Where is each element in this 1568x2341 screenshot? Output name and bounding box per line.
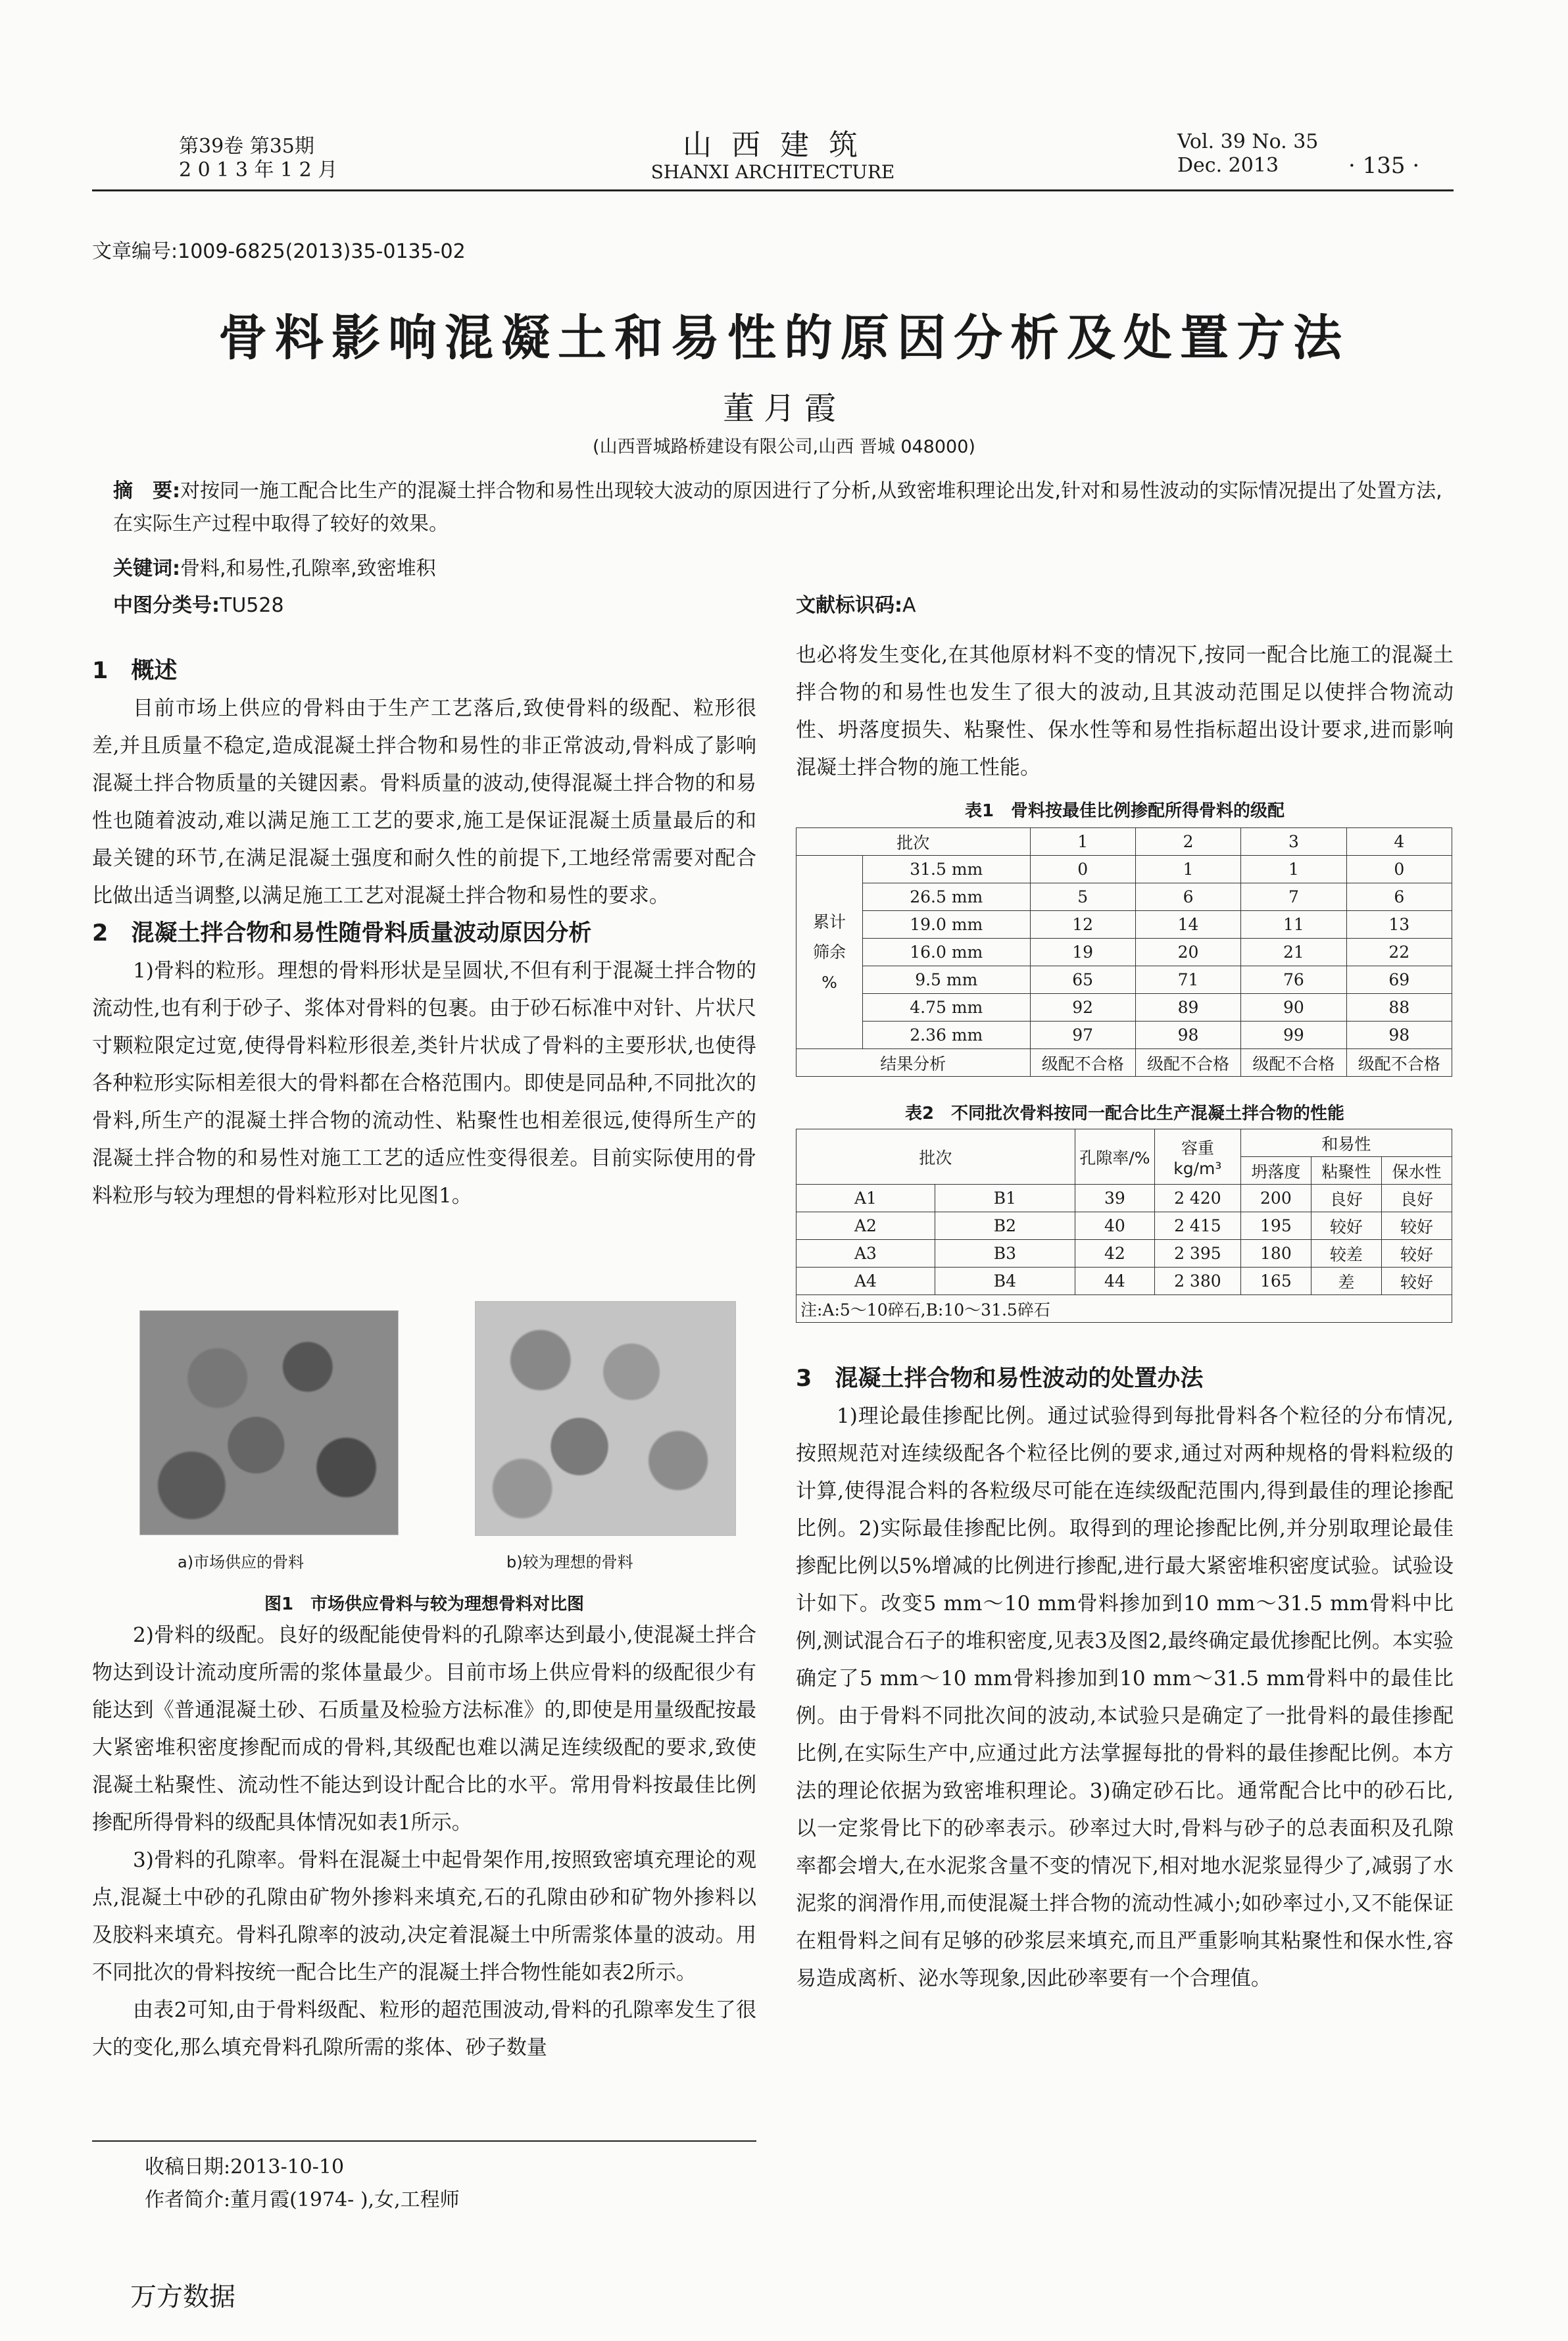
table-cell: 2 415 bbox=[1154, 1212, 1240, 1240]
side-label-line: 累计 bbox=[812, 912, 846, 931]
table-row bbox=[796, 994, 1452, 1022]
keywords bbox=[113, 553, 436, 585]
table-cell: 9.5 mm bbox=[863, 966, 1031, 994]
table-cell: B2 bbox=[935, 1212, 1075, 1240]
table-cell: 65 bbox=[1030, 966, 1135, 994]
table-cell: 6 bbox=[1346, 883, 1452, 911]
table-cell: 良好 bbox=[1311, 1185, 1381, 1212]
table-cell: 结果分析 bbox=[796, 1049, 1031, 1077]
table-cell: 7 bbox=[1241, 883, 1346, 911]
table-cell: 12 bbox=[1030, 911, 1135, 939]
table-cell: 44 bbox=[1075, 1268, 1154, 1295]
document-code-text: A bbox=[902, 594, 916, 617]
author-bio: 作者简介:董月霞(1974- ),女,工程师 bbox=[145, 2188, 460, 2211]
side-label-line: % bbox=[821, 972, 837, 992]
table-cell: 90 bbox=[1241, 994, 1346, 1022]
table-cell: 180 bbox=[1240, 1240, 1311, 1268]
header-rule bbox=[92, 189, 1454, 191]
table-cell: 88 bbox=[1346, 994, 1452, 1022]
table-cell: 5 bbox=[1030, 883, 1135, 911]
author-affiliation: (山西晋城路桥建设有限公司,山西 晋城 048000) bbox=[593, 437, 975, 457]
paragraph: 目前市场上供应的骨料由于生产工艺落后,致使骨料的级配、粒形很差,并且质量不稳定,造成混凝土拌合物和易性的非正常波动,骨料成了影响混凝土拌合物质量的关键因素。骨料质量的波动,使得混凝土拌合物的和易性也随着波动,难以满足施工工艺的要求,施工是保证混凝土质量最后的和最关键的环节,在满足混凝土强度和耐久性的前提下,工地经常需要对配合比做出适当调整,以满足施工工艺对混凝土拌合物和易性的要求。 bbox=[92, 697, 756, 908]
table2-header-porosity: 孔隙率/% bbox=[1075, 1129, 1154, 1185]
table-row bbox=[796, 856, 1452, 883]
table-cell: 26.5 mm bbox=[863, 883, 1031, 911]
table-row bbox=[796, 1295, 1452, 1323]
table-cell: 13 bbox=[1346, 911, 1452, 939]
table-cell: 较好 bbox=[1381, 1268, 1452, 1295]
watermark: 万方数据 bbox=[130, 2282, 235, 2312]
table1-header-batch: 批次 bbox=[796, 828, 1031, 856]
side-label-line: 筛余 bbox=[812, 942, 846, 962]
table2 bbox=[796, 1129, 1452, 1323]
table-cell: 2.36 mm bbox=[863, 1022, 1031, 1049]
table-cell: 较好 bbox=[1381, 1212, 1452, 1240]
footnote-rule bbox=[92, 2140, 756, 2142]
table-cell: 4.75 mm bbox=[863, 994, 1031, 1022]
table2-header-batch: 批次 bbox=[796, 1129, 1075, 1185]
table2-header-slump: 坍落度 bbox=[1240, 1157, 1311, 1185]
issue-info bbox=[179, 135, 337, 182]
table-row bbox=[796, 1185, 1452, 1212]
table-cell: 14 bbox=[1135, 911, 1240, 939]
table-cell: 20 bbox=[1135, 939, 1240, 966]
document-code-label: 文献标识码: bbox=[796, 594, 902, 617]
table-cell: 差 bbox=[1311, 1268, 1381, 1295]
journal-name-cn: 山 西 建 筑 bbox=[683, 128, 863, 162]
table-cell: 98 bbox=[1135, 1022, 1240, 1049]
table-cell: 0 bbox=[1346, 856, 1452, 883]
figure-caption: 图1 市场供应骨料与较为理想骨料对比图 bbox=[264, 1594, 585, 1614]
page-number: · 135 · bbox=[1348, 153, 1420, 179]
table-cell: B3 bbox=[935, 1240, 1075, 1268]
table-cell: B1 bbox=[935, 1185, 1075, 1212]
journal-name bbox=[592, 130, 954, 184]
table-cell: 40 bbox=[1075, 1212, 1154, 1240]
received-date: 收稿日期:2013-10-10 bbox=[145, 2156, 345, 2179]
table2-caption: 表2 不同批次骨料按同一配合比生产混凝土拌合物的性能 bbox=[904, 1104, 1345, 1123]
table-cell: A2 bbox=[796, 1212, 935, 1240]
volume-date: Dec. 2013 bbox=[1177, 154, 1279, 177]
table-cell: 1 bbox=[1135, 856, 1240, 883]
table1-header-cell: 3 bbox=[1241, 828, 1346, 856]
left-column bbox=[92, 653, 756, 1215]
table1-side-label bbox=[796, 856, 863, 1049]
table2-header-water-retention: 保水性 bbox=[1381, 1157, 1452, 1185]
table-cell: A1 bbox=[796, 1185, 935, 1212]
table-cell: 98 bbox=[1346, 1022, 1452, 1049]
table1-header-cell: 4 bbox=[1346, 828, 1452, 856]
table-cell: 89 bbox=[1135, 994, 1240, 1022]
table-cell: 级配不合格 bbox=[1135, 1049, 1240, 1077]
section-heading: 3 混凝土拌合物和易性波动的处置办法 bbox=[796, 1366, 1204, 1392]
table-cell: 92 bbox=[1030, 994, 1135, 1022]
table-cell: 200 bbox=[1240, 1185, 1311, 1212]
table2-note: 注:A:5～10碎石,B:10～31.5碎石 bbox=[796, 1295, 1452, 1323]
table-cell: 2 380 bbox=[1154, 1268, 1240, 1295]
table-row bbox=[796, 1049, 1452, 1077]
table-cell: 1 bbox=[1241, 856, 1346, 883]
table-cell: 99 bbox=[1241, 1022, 1346, 1049]
table-row bbox=[796, 883, 1452, 911]
footnote bbox=[145, 2151, 460, 2217]
density-label: 容重 bbox=[1181, 1139, 1214, 1158]
table1-header-cell: 2 bbox=[1135, 828, 1240, 856]
table-row bbox=[796, 966, 1452, 994]
abstract bbox=[113, 475, 1455, 541]
table-cell: 级配不合格 bbox=[1030, 1049, 1135, 1077]
issue-date: 2 0 1 3 年 1 2 月 bbox=[179, 159, 338, 182]
author-name: 董月霞 bbox=[722, 390, 845, 427]
figure-subcaption-b: b)较为理想的骨料 bbox=[506, 1553, 633, 1571]
table-cell: 71 bbox=[1135, 966, 1240, 994]
table1-header-cell: 1 bbox=[1030, 828, 1135, 856]
table-cell: 11 bbox=[1241, 911, 1346, 939]
market-aggregate-photo bbox=[139, 1310, 399, 1535]
paragraph: 1)理论最佳掺配比例。通过试验得到每批骨料各个粒径的分布情况,按照规范对连续级配各个粒径比例的要求,通过对两种规格的骨料粒级的计算,使得混合料的各粒级尽可能在连续级配范围内,得到最佳的理论掺配比例。2)实际最佳掺配比例。取得到的理论掺配比例,并分别取理论最佳掺配比例以5%增减的比例进行掺配,进行最大紧密堆积密度试验。试验设计如下。改变5 mm～10 mm骨料掺加到10 mm～31.5 mm骨料中比例,测试混合石子的堆积密度,见表3及图2,最终确定最优掺配比例。本实验确定了5 mm～10 mm骨料掺加到10 mm～31.5 mm骨料中的最佳比例。由于骨料不同批次间的波动,本试验只是确定了一批骨料的最佳掺配比例,在实际生产中,应通过此方法掌握每批的骨料的最佳掺配比例。本方法的理论依据为致密堆积理论。3)确定砂石比。通常配合比中的砂石比,以一定浆骨比下的砂率表示。砂率过大时,骨料与砂子的总表面积及孔隙率都会增大,在水泥浆含量不变的情况下,相对地水泥浆显得少了,减弱了水泥浆的润滑作用,而使混凝土拌合物的流动性减小;如砂率过小,又不能保证在粗骨料之间有足够的砂浆层来填充,而且严重影响其粘聚性和保水性,容易造成离析、泌水等现象,因此砂率要有一个合理值。 bbox=[796, 1404, 1454, 1990]
table-row bbox=[796, 1240, 1452, 1268]
table-row bbox=[796, 1268, 1452, 1295]
table-cell: 19.0 mm bbox=[863, 911, 1031, 939]
table-row bbox=[796, 1022, 1452, 1049]
issue-line: 第39卷 第35期 bbox=[179, 135, 314, 158]
table-cell: 16.0 mm bbox=[863, 939, 1031, 966]
ideal-aggregate-photo bbox=[475, 1301, 736, 1536]
volume-info bbox=[1177, 130, 1318, 178]
table2-header-cohesion: 粘聚性 bbox=[1311, 1157, 1381, 1185]
paragraph: 3)骨料的孔隙率。骨料在混凝土中起骨架作用,按照致密填充理论的观点,混凝土中砂的孔隙由矿物外掺料来填充,石的孔隙由砂和矿物外掺料以及胶料来填充。骨料孔隙率的波动,决定着混凝土中所需浆体量的波动。用不同批次的骨料按统一配合比生产的混凝土拌合物性能如表2所示。 bbox=[92, 1848, 756, 1984]
density-unit: kg/m³ bbox=[1173, 1159, 1222, 1178]
table-cell: 19 bbox=[1030, 939, 1135, 966]
volume-line: Vol. 39 No. 35 bbox=[1177, 130, 1319, 153]
table-cell: 31.5 mm bbox=[863, 856, 1031, 883]
clc-number bbox=[113, 589, 284, 622]
table-cell: B4 bbox=[935, 1268, 1075, 1295]
table1-caption: 表1 骨料按最佳比例掺配所得骨料的级配 bbox=[964, 801, 1285, 821]
right-column bbox=[796, 637, 1454, 787]
paragraph: 也必将发生变化,在其他原材料不变的情况下,按同一配合比施工的混凝土拌合物的和易性也发生了很大的波动,且其波动范围足以使拌合物流动性、坍落度损失、粘聚性、保水性等和易性指标超出设计要求,进而影响混凝土拌合物的施工性能。 bbox=[796, 643, 1454, 779]
table-cell: 69 bbox=[1346, 966, 1452, 994]
table-cell: 6 bbox=[1135, 883, 1240, 911]
table-cell: A4 bbox=[796, 1268, 935, 1295]
table-row bbox=[796, 1212, 1452, 1240]
table-cell: 较好 bbox=[1311, 1212, 1381, 1240]
table-cell: 165 bbox=[1240, 1268, 1311, 1295]
table-cell: 0 bbox=[1030, 856, 1135, 883]
table1 bbox=[796, 827, 1452, 1077]
table-cell: 39 bbox=[1075, 1185, 1154, 1212]
keywords-label: 关键词: bbox=[113, 557, 180, 580]
abstract-text: 对按同一施工配合比生产的混凝土拌合物和易性出现较大波动的原因进行了分析,从致密堆积理论出发,针对和易性波动的实际情况提出了处置方法,在实际生产过程中取得了较好的效果。 bbox=[113, 480, 1442, 535]
right-column-lower bbox=[796, 1360, 1454, 1998]
left-column-lower bbox=[92, 1617, 756, 2067]
clc-text: TU528 bbox=[220, 594, 284, 617]
article-number: 文章编号:1009-6825(2013)35-0135-02 bbox=[92, 240, 466, 263]
paragraph: 由表2可知,由于骨料级配、粒形的超范围波动,骨料的孔隙率发生了很大的变化,那么填充骨料孔隙所需的浆体、砂子数量 bbox=[92, 1998, 756, 2059]
article-title: 骨料影响混凝土和易性的原因分析及处置方法 bbox=[218, 310, 1350, 366]
table2-header-density bbox=[1154, 1129, 1240, 1185]
table-cell: 42 bbox=[1075, 1240, 1154, 1268]
table-cell: 级配不合格 bbox=[1241, 1049, 1346, 1077]
table-cell: 22 bbox=[1346, 939, 1452, 966]
table-cell: 较差 bbox=[1311, 1240, 1381, 1268]
table2-header-workability: 和易性 bbox=[1240, 1129, 1452, 1157]
figure-subcaption-a: a)市场供应的骨料 bbox=[178, 1553, 305, 1571]
table-cell: 21 bbox=[1241, 939, 1346, 966]
section-heading: 2 混凝土拌合物和易性随骨料质量波动原因分析 bbox=[92, 920, 592, 947]
journal-name-en: SHANXI ARCHITECTURE bbox=[650, 161, 895, 183]
table-cell: 级配不合格 bbox=[1346, 1049, 1452, 1077]
section-heading: 1 概述 bbox=[92, 658, 178, 684]
keywords-text: 骨料,和易性,孔隙率,致密堆积 bbox=[180, 557, 436, 580]
clc-label: 中图分类号: bbox=[113, 594, 220, 617]
abstract-label: 摘 要: bbox=[113, 480, 180, 503]
table-cell: 76 bbox=[1241, 966, 1346, 994]
table-cell: 97 bbox=[1030, 1022, 1135, 1049]
table-row bbox=[796, 939, 1452, 966]
table-cell: 较好 bbox=[1381, 1240, 1452, 1268]
table-cell: 良好 bbox=[1381, 1185, 1452, 1212]
table-cell: 2 420 bbox=[1154, 1185, 1240, 1212]
document-code bbox=[796, 589, 916, 622]
paragraph: 2)骨料的级配。良好的级配能使骨料的孔隙率达到最小,使混凝土拌合物达到设计流动度所需的浆体量最少。目前市场上供应骨料的级配很少有能达到《普通混凝土砂、石质量及检验方法标准》的,即使是用量级配按最大紧密堆积密度掺配而成的骨料,其级配也难以满足连续级配的要求,致使混凝土粘聚性、流动性不能达到设计配合比的水平。常用骨料按最佳比例掺配所得骨料的级配具体情况如表1所示。 bbox=[92, 1623, 756, 1835]
table-cell: 2 395 bbox=[1154, 1240, 1240, 1268]
paragraph: 1)骨料的粒形。理想的骨料形状是呈圆状,不但有利于混凝土拌合物的流动性,也有利于砂子、浆体对骨料的包裹。由于砂石标准中对针、片状尺寸颗粒限定过宽,使得骨料粒形很差,类针片状成了骨料的主要形状,也使得各种粒形实际相差很大的骨料都在合格范围内。即使是同品种,不同批次的骨料,所生产的混凝土拌合物的流动性、粘聚性也相差很远,使得所生产的混凝土拌合物的和易性对施工工艺的适应性变得很差。目前实际使用的骨料粒形与较为理想的骨料粒形对比见图1。 bbox=[92, 959, 756, 1208]
table-row bbox=[796, 911, 1452, 939]
table-cell: A3 bbox=[796, 1240, 935, 1268]
table-cell: 195 bbox=[1240, 1212, 1311, 1240]
